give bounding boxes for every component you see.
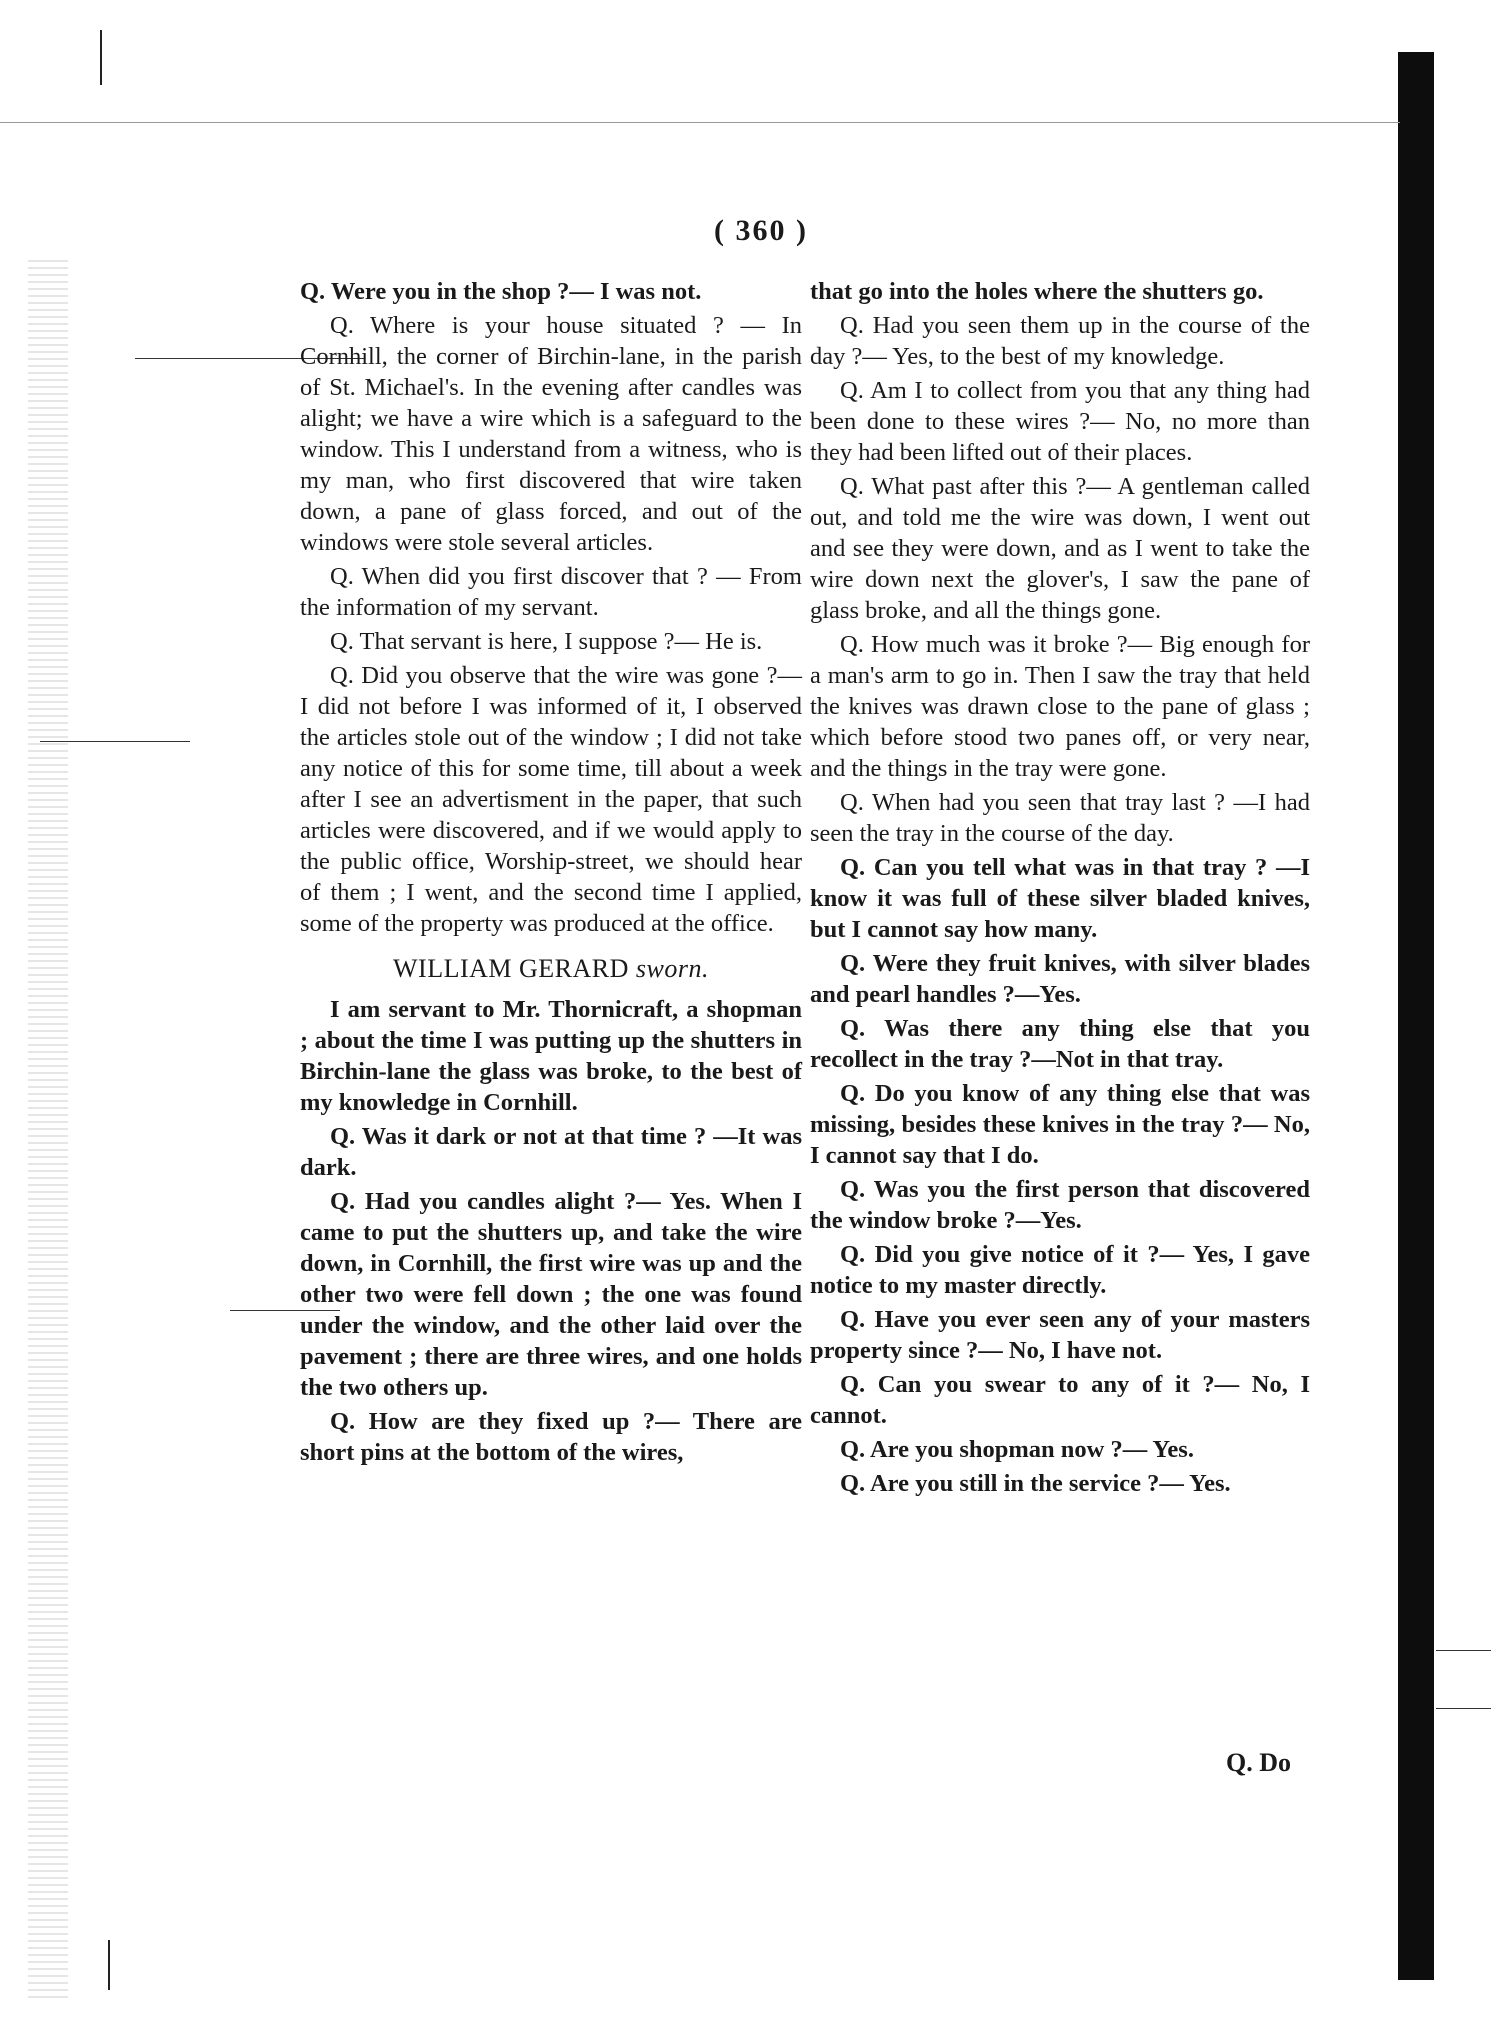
paragraph: Q. Did you give notice of it ?— Yes, I gave notice to my master directly.	[810, 1241, 1310, 1299]
catchword: Q. Do	[1226, 1748, 1291, 1777]
page-number: ( 360 )	[714, 214, 808, 247]
paragraph: Q. When did you first discover that ? — From the information of my servant.	[300, 563, 802, 621]
paragraph: Q. Have you ever seen any of your masters property since ?— No, I have not.	[810, 1306, 1310, 1364]
scan-top-rule	[0, 122, 1400, 123]
left-column	[300, 276, 802, 1471]
paragraph: Q. Can you tell what was in that tray ? —I know it was full of these silver bladed knives, but I cannot say how many.	[810, 854, 1310, 943]
witness-heading	[300, 953, 802, 984]
paragraph: Q. Do you know of any thing else that was missing, besides these knives in the tray ?— No, I cannot say that I do.	[810, 1080, 1310, 1169]
scan-margin-line	[40, 741, 190, 742]
paragraph: Q. Had you seen them up in the course of the day ?— Yes, to the best of my knowledge.	[810, 312, 1310, 370]
paragraph: Q. What past after this ?— A gentleman called out, and told me the wire was down, I went out and see they were down, and as I went to take the wire down next the glover's, I saw the pane of glass broke, and all the things gone.	[810, 473, 1310, 624]
paragraph: Q. Did you observe that the wire was gone ?— I did not before I was informed of it, I observed the articles stole out of the window ; I did not take any notice of this for some time, till about a week after I see an advertisment in the paper, that such articles were discovered, and if we would apply to the public office, Worship-street, we should hear of them ; I went, and the second time I applied, some of the property was produced at the office.	[300, 662, 802, 937]
scan-margin-line	[1436, 1650, 1491, 1651]
paragraph: Q. Was it dark or not at that time ? —It was dark.	[300, 1123, 802, 1181]
paragraph: Q. Was you the first person that discovered the window broke ?—Yes.	[810, 1176, 1310, 1234]
scan-margin-line	[1436, 1708, 1491, 1709]
witness-name: WILLIAM GERARD	[393, 954, 629, 983]
paragraph: Q. How much was it broke ?— Big enough for a man's arm to go in. Then I saw the tray that held the knives was drawn close to the pane of glass ; which before stood two panes off, or very near, and the things in the tray were gone.	[810, 631, 1310, 782]
paragraph: Q. Can you swear to any of it ?— No, I cannot.	[810, 1371, 1310, 1429]
paragraph: Q. Were they fruit knives, with silver blades and pearl handles ?—Yes.	[810, 950, 1310, 1008]
paragraph: Q. When had you seen that tray last ? —I had seen the tray in the course of the day.	[810, 789, 1310, 847]
paragraph: Q. Are you shopman now ?— Yes.	[840, 1436, 1194, 1463]
paragraph: Q. Had you candles alight ?— Yes. When I came to put the shutters up, and take the wire down, in Cornhill, the first wire was up and the other two were fell down ; the one was found under the window, and the other laid over the pavement ; there are three wires, and one holds the two others up.	[300, 1188, 802, 1401]
paragraph: Q. That servant is here, I suppose ?— He is.	[330, 628, 763, 655]
paragraph: Q. Were you in the shop ?— I was not.	[300, 278, 702, 305]
scan-binding-noise	[28, 260, 68, 2000]
paragraph: I am servant to Mr. Thornicraft, a shopman ; about the time I was putting up the shutters in Birchin-lane the glass was broke, to the best of my knowledge in Cornhill.	[300, 996, 802, 1116]
scan-dark-edge	[1398, 52, 1434, 1980]
paragraph: Q. How are they fixed up ?— There are short pins at the bottom of the wires,	[300, 1408, 802, 1466]
paragraph: Q. Am I to collect from you that any thing had been done to these wires ?— No, no more than they had been lifted out of their places.	[810, 377, 1310, 466]
paragraph: Q. Where is your house situated ? — In Cornhill, the corner of Birchin-lane, in the parish of St. Michael's. In the evening after candles was alight; we have a wire which is a safeguard to the window. This I understand from a witness, who is my man, who first discovered that wire taken down, a pane of glass forced, and out of the windows were stole several articles.	[300, 312, 802, 556]
paragraph: Q. Was there any thing else that you recollect in the tray ?—Not in that tray.	[810, 1015, 1310, 1073]
scan-tick-mark	[108, 1940, 110, 1990]
witness-sworn: sworn.	[635, 954, 709, 983]
paragraph: Q. Are you still in the service ?— Yes.	[840, 1470, 1231, 1497]
paragraph: that go into the holes where the shutters go.	[810, 278, 1264, 305]
right-column	[810, 276, 1310, 1502]
scan-tick-mark	[100, 30, 102, 85]
